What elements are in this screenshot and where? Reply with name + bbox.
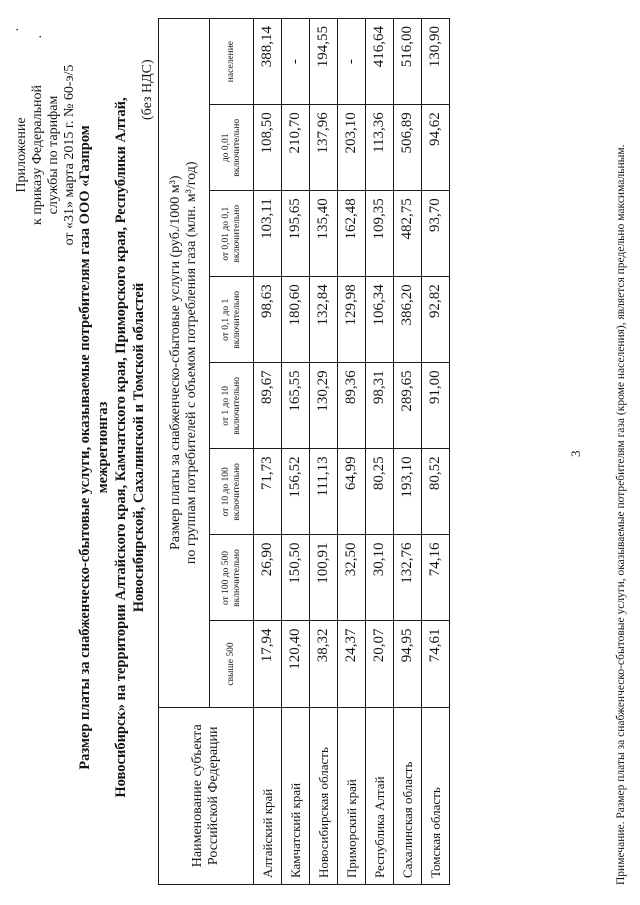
value-cell: 98,63 [254,277,282,363]
value-cell: 30,10 [366,535,394,621]
value-cell: 482,75 [394,191,422,277]
value-cell: 130,29 [310,363,338,449]
value-cell: 91,00 [422,363,450,449]
value-cell: 92,82 [422,277,450,363]
value-cell: 71,73 [254,449,282,535]
region-name-cell: Приморский край [338,707,366,884]
table-row [338,19,366,885]
value-cell: 130,90 [422,19,450,105]
value-cell: 194,55 [310,19,338,105]
value-cell: 289,65 [394,363,422,449]
region-name-cell: Камчатский край [282,707,310,884]
page-number: 3 [568,450,583,457]
table-row [310,19,338,885]
region-name-cell: Алтайский край [254,707,282,884]
column-header: от 0,01 до 0,1 включительно [210,191,254,277]
value-cell: 137,96 [310,105,338,191]
value-cell: 129,98 [338,277,366,363]
value-cell: - [338,19,366,105]
column-header: от 100 до 500 включительно [210,535,254,621]
value-cell: - [282,19,310,105]
subject-header: Наименование субъекта Российской Федерации [159,707,254,884]
region-name-cell: Сахалинская область [394,707,422,884]
table-row [254,19,282,885]
value-cell: 113,36 [366,105,394,191]
region-name-cell: Новосибирская область [310,707,338,884]
value-cell: 111,13 [310,449,338,535]
value-cell: 89,36 [338,363,366,449]
scan-speck: · [34,34,49,39]
value-cell: 165,55 [282,363,310,449]
column-header: от 0,1 до 1 включительно [210,277,254,363]
group-header-line: по группам потребителей с объемом потребления газа (млн. м³/год) [184,161,199,565]
value-cell: 193,10 [394,449,422,535]
value-cell: 64,99 [338,449,366,535]
tariff-table [158,18,450,885]
appendix-line: службы по тарифам [46,95,61,215]
value-cell: 17,94 [254,621,282,707]
value-cell: 100,91 [310,535,338,621]
value-cell: 416,64 [366,19,394,105]
value-cell: 109,35 [366,191,394,277]
value-cell: 80,25 [366,449,394,535]
column-header: население [210,19,254,105]
value-cell: 98,31 [366,363,394,449]
appendix-line: Приложение [14,117,29,193]
footnote: Примечание. Размер платы за снабженческо-сбытовые услуги, оказываемые потребителям газа (кроме населения), является предельно максимальным. [615,144,627,885]
column-header: до 0,01 включительно [210,105,254,191]
scan-speck: · [11,27,26,32]
value-cell: 386,20 [394,277,422,363]
value-cell: 156,52 [282,449,310,535]
value-cell: 106,34 [366,277,394,363]
table-row [394,19,422,885]
value-cell: 74,61 [422,621,450,707]
value-cell: 26,90 [254,535,282,621]
column-header: от 1 до 10 включительно [210,363,254,449]
value-cell: 80,52 [422,449,450,535]
group-header [159,19,210,708]
value-cell: 103,11 [254,191,282,277]
value-cell: 132,84 [310,277,338,363]
column-header: свыше 500 [210,621,254,707]
value-cell: 195,65 [282,191,310,277]
value-cell: 132,76 [394,535,422,621]
column-header: от 10 до 100 включительно [210,449,254,535]
document-title [76,85,148,810]
value-cell: 162,48 [338,191,366,277]
region-name-cell: Томская область [422,707,450,884]
value-cell: 24,37 [338,621,366,707]
value-cell: 180,60 [282,277,310,363]
value-cell: 506,89 [394,105,422,191]
value-cell: 20,07 [366,621,394,707]
table-row [422,19,450,885]
value-cell: 93,70 [422,191,450,277]
table-row [366,19,394,885]
title-line: Новосибирской, Сахалинской и Томской областей [131,282,147,613]
value-cell: 210,70 [282,105,310,191]
value-cell: 89,67 [254,363,282,449]
region-name-cell: Республика Алтай [366,707,394,884]
value-cell: 388,14 [254,19,282,105]
value-cell: 94,62 [422,105,450,191]
value-cell: 38,32 [310,621,338,707]
value-cell: 203,10 [338,105,366,191]
value-cell: 120,40 [282,621,310,707]
value-cell: 32,50 [338,535,366,621]
vat-note: (без НДС) [140,59,155,120]
value-cell: 94,95 [394,621,422,707]
appendix-block [14,45,78,265]
appendix-line: к приказу Федеральной [30,85,45,225]
value-cell: 74,16 [422,535,450,621]
value-cell: 150,50 [282,535,310,621]
value-cell: 516,00 [394,19,422,105]
group-header-line: Размер платы за снабженческо-сбытовые услуги (руб./1000 м³) [168,175,183,551]
value-cell: 135,40 [310,191,338,277]
appendix-line: от «31» марта 2015 г. № 60-э/5 [62,64,77,246]
title-line: Новосибирск» на территории Алтайского края, Камчатского края, Приморского края, Республики Алтай, [113,97,129,798]
table-row [282,19,310,885]
title-line: Размер платы за снабженческо-сбытовые услуги, оказываемые потребителям газа ООО «Газпром межрегионгаз [77,125,111,770]
value-cell: 108,50 [254,105,282,191]
